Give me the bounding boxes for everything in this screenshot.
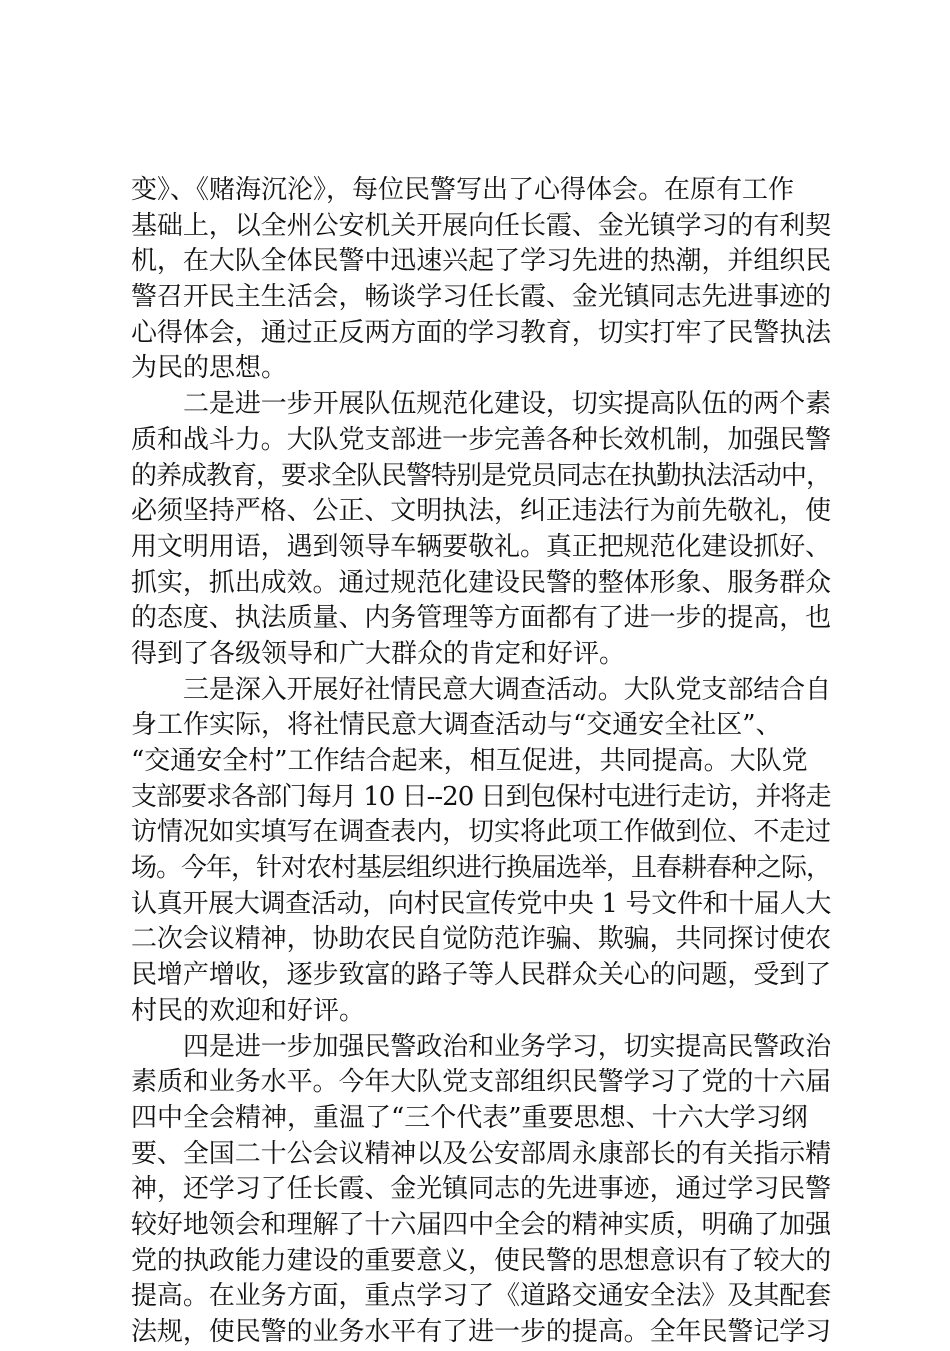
- text-line: 村民的欢迎和好评。: [131, 995, 366, 1026]
- text-line: 法规，使民警的业务水平有了进一步的提高。全年民警记学习: [131, 1317, 832, 1347]
- text-line: 党的执政能力建设的重要意义，使民警的思想意识有了较大的: [131, 1245, 832, 1276]
- text-line: 的态度、执法质量、内务管理等方面都有了进一步的提高，也: [131, 603, 832, 634]
- text-line: 机，在大队全体民警中迅速兴起了学习先进的热潮，并组织民: [131, 246, 832, 277]
- text-line: 质和战斗力。大队党支部进一步完善各种长效机制，加强民警: [131, 424, 832, 455]
- text-line: 的养成教育，要求全队民警特别是党员同志在执勤执法活动中，: [131, 460, 832, 491]
- text-line: 民增产增收，逐步致富的路子等人民群众关心的问题，受到了: [131, 960, 832, 991]
- text-line: 要、全国二十公会议精神以及公安部周永康部长的有关指示精: [131, 1138, 832, 1169]
- text-line: 素质和业务水平。今年大队党支部组织民警学习了党的十六届: [131, 1067, 832, 1098]
- text-line: 提高。在业务方面，重点学习了《道路交通安全法》及其配套: [131, 1281, 832, 1312]
- text-line: 抓实，抓出成效。通过规范化建设民警的整体形象、服务群众: [131, 567, 832, 598]
- text-line: 较好地领会和理解了十六届四中全会的精神实质，明确了加强: [131, 1209, 832, 1240]
- text-line: 四中全会精神，重温了“三个代表”重要思想、十六大学习纲: [131, 1102, 808, 1133]
- text-line: 认真开展大调查活动，向村民宣传党中央 1 号文件和十届人大: [131, 888, 832, 919]
- text-line: 二次会议精神，协助农民自觉防范诈骗、欺骗，共同探讨使农: [131, 924, 832, 955]
- paragraph-first-line: 三是深入开展好社情民意大调查活动。大队党支部结合自: [183, 674, 832, 705]
- text-line: 访情况如实填写在调查表内，切实将此项工作做到位、不走过: [131, 817, 832, 848]
- text-line: 身工作实际，将社情民意大调查活动与“交通安全社区”、: [131, 710, 782, 741]
- text-line: 基础上，以全州公安机关开展向任长霞、金光镇学习的有利契: [131, 210, 832, 241]
- text-line: 为民的思想。: [131, 353, 288, 384]
- text-line: 支部要求各部门每月 10 日--20 日到包保村屯进行走访，并将走: [131, 781, 831, 812]
- text-line: 神，还学习了任长霞、金光镇同志的先进事迹，通过学习民警: [131, 1174, 832, 1205]
- text-line: “交通安全村”工作结合起来，相互促进，共同提高。大队党: [131, 746, 808, 776]
- text-line: 心得体会，通过正反两方面的学习教育，切实打牢了民警执法: [131, 317, 832, 348]
- document-body: [131, 173, 831, 1351]
- text-line: 用文明用语，遇到领导车辆要敬礼。真正把规范化建设抓好、: [131, 531, 832, 562]
- text-line: 得到了各级领导和广大群众的肯定和好评。: [131, 638, 626, 669]
- text-line: 警召开民主生活会，畅谈学习任长霞、金光镇同志先进事迹的: [131, 282, 832, 313]
- text-line: 必须坚持严格、公正、文明执法，纠正违法行为前先敬礼，使: [131, 496, 832, 527]
- paragraph-first-line: 二是进一步开展队伍规范化建设，切实提高队伍的两个素: [183, 389, 832, 420]
- text-line: 场。今年，针对农村基层组织进行换届选举，且春耕春种之际，: [131, 853, 832, 884]
- text-line: 变》、《赌海沉沦》，每位民警写出了心得体会。在原有工作: [131, 175, 795, 205]
- paragraph-first-line: 四是进一步加强民警政治和业务学习，切实提高民警政治: [183, 1031, 832, 1062]
